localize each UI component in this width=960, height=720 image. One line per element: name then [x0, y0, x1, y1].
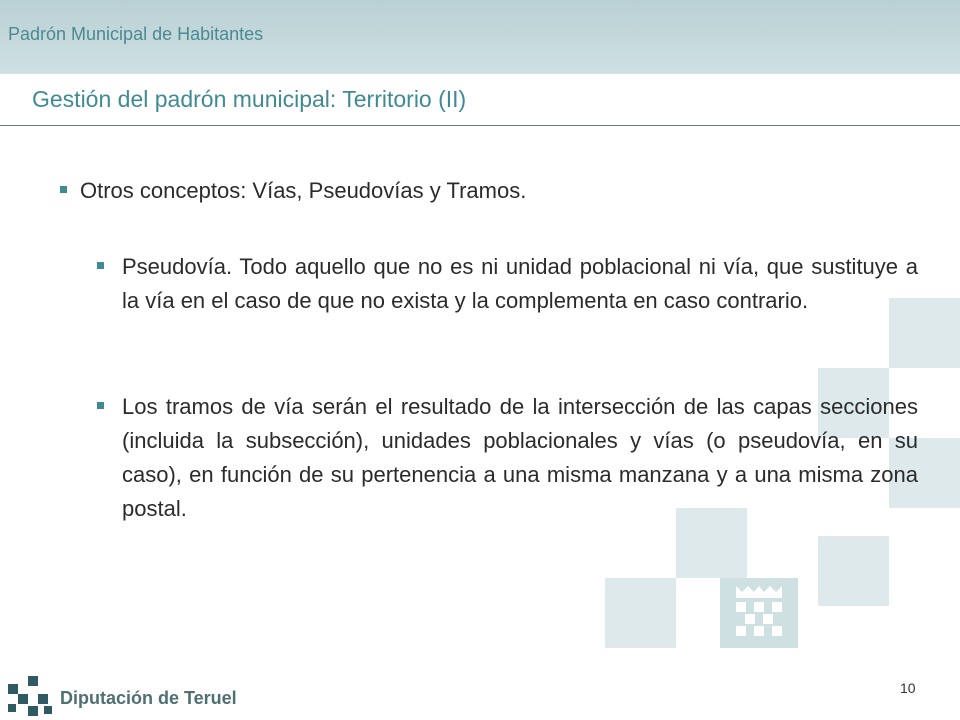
decor-square: [818, 536, 889, 606]
header-title: Padrón Municipal de Habitantes: [8, 24, 264, 44]
logo-text: Diputación de Teruel: [60, 688, 237, 708]
slide-title: Gestión del padrón municipal: Territorio (II): [32, 86, 467, 112]
bullet-square-icon: [97, 262, 104, 269]
decor-square: [605, 578, 676, 648]
title-divider: [0, 125, 960, 126]
page-number: 10: [900, 680, 916, 696]
bullet-level2: Pseudovía. Todo aquello que no es ni unidad poblacional ni vía, que sustituye a la vía en el caso de que no exista y la complementa en caso contrario.: [122, 254, 918, 313]
crest-icon: [720, 578, 798, 648]
bullet-square-icon: [60, 186, 67, 193]
crest-graphic: [720, 578, 798, 648]
bullet-level1: Otros conceptos: Vías, Pseudovías y Tramos.: [80, 178, 527, 203]
bullet-level2: Los tramos de vía serán el resultado de la intersección de las capas secciones (incluida la subsección), unidades poblacionales y vías (o pseudovía, en su caso), en función de su pertenencia a una misma manzana y a una misma zona postal.: [122, 394, 918, 521]
bullet-square-icon: [97, 402, 104, 409]
